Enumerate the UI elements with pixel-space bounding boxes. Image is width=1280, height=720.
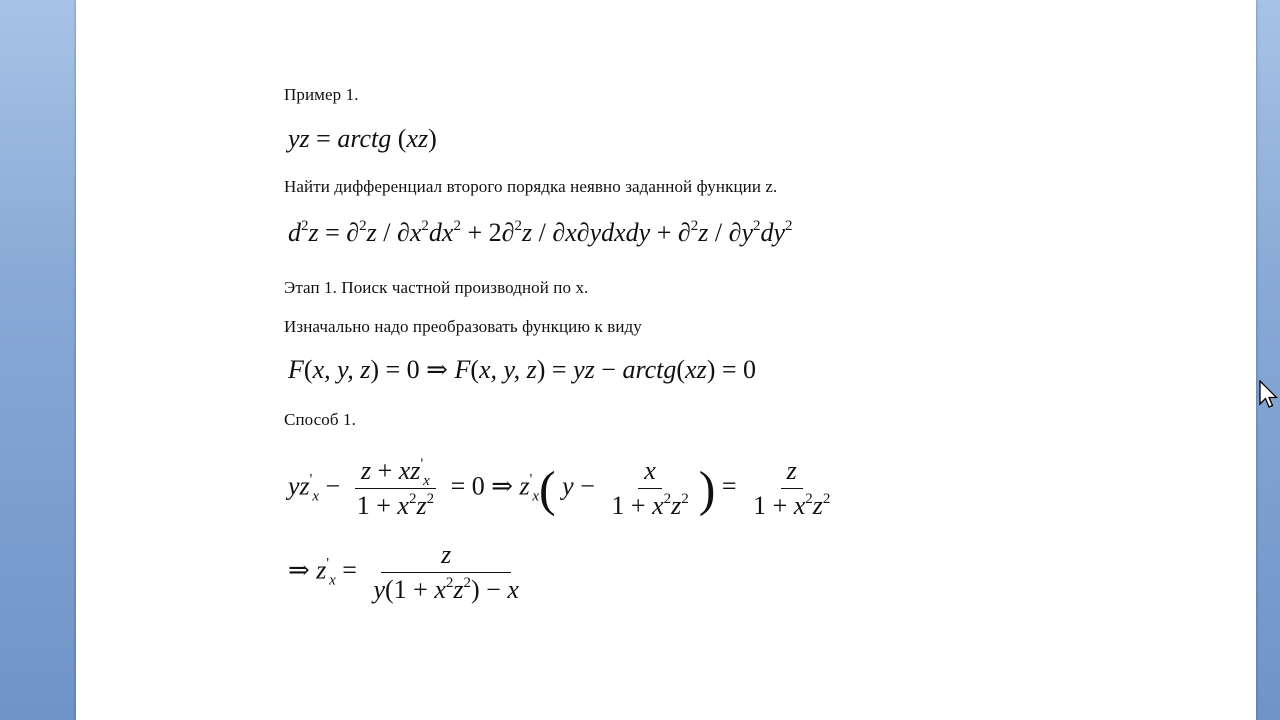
method1-text: Способ 1. bbox=[284, 410, 356, 429]
equation-function: yz = arctg (xz) bbox=[288, 124, 437, 153]
transform-text: Изначально надо преобразовать функцию к виду bbox=[284, 317, 642, 336]
document-content bbox=[284, 0, 1184, 720]
task-text: Найти дифференциал второго порядка неявно заданной функции z. bbox=[284, 177, 778, 196]
stage1-text: Этап 1. Поиск частной производной по x. bbox=[284, 278, 589, 297]
equation-second-differential: $d^2z = \partial^2z / \partial x^2dx^2 + 2\partial^2z$ / ∂x∂ydxdy + $\partial^2z / \partial y^2dy^2$ bbox=[288, 218, 793, 247]
equation-implicit-form: F(x, y, z) = 0 ⇒ F(x, y, z) = yz − arctg(xz) = 0 bbox=[288, 355, 757, 384]
document-page bbox=[76, 0, 1256, 720]
equation-partial-derivative: $yz'_x$ − $\frac{z + xz'_x}{1 + x^2z^2}$ = 0 ⇒ $z'_x$( y − $\frac{x}{1 + x^2z^2}$ ) = $\frac{z}{1 + x^2z^2}$ bbox=[288, 456, 831, 520]
example-title: Пример 1. bbox=[284, 85, 359, 104]
mouse-pointer-icon bbox=[1258, 380, 1280, 410]
equation-result: ⇒ $z'_x$ = $\frac{z}{y(1 + x^2z^2) - x}$ bbox=[288, 540, 519, 604]
